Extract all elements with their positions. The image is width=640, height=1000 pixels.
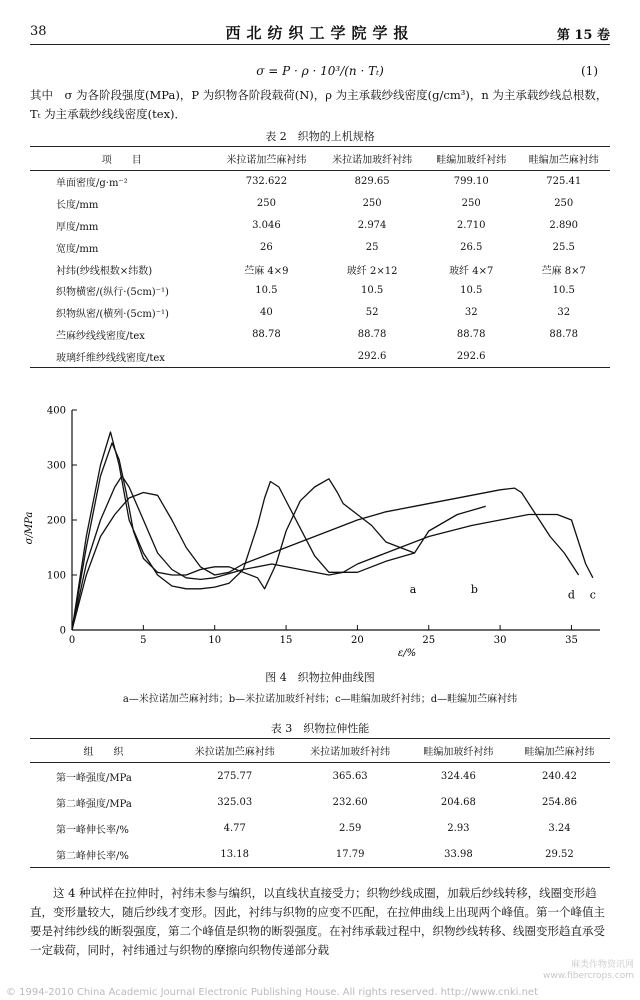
table-cell: 52 — [365, 307, 379, 319]
x-tick-label: 5 — [140, 635, 147, 646]
table-cell: 2.93 — [447, 822, 470, 834]
table-cell: 250 — [461, 198, 481, 210]
equation-number: (1) — [581, 64, 598, 78]
table-cell: 13.18 — [220, 848, 250, 860]
table-cell: 250 — [362, 198, 382, 210]
row-label: 织物纵密/(横列·(5cm)⁻¹) — [56, 309, 169, 321]
table-cell: 26.5 — [460, 241, 483, 253]
table-cell: 250 — [554, 198, 574, 210]
table-cell: 232.60 — [332, 796, 368, 808]
table-cell: 2.890 — [549, 219, 579, 231]
row-label: 长度/mm — [56, 200, 99, 212]
table-cell: 苎麻 8×7 — [541, 265, 586, 277]
table-cell: 88.78 — [549, 328, 579, 340]
table-cell: 254.86 — [541, 796, 577, 808]
x-tick-label: 10 — [208, 635, 222, 646]
chart-ticks — [47, 406, 578, 647]
table-cell: 10.5 — [552, 285, 575, 297]
table-cell: 204.68 — [440, 796, 476, 808]
table-cell: 275.77 — [217, 770, 253, 782]
series-line-c — [72, 476, 593, 630]
table-cell: 40 — [260, 307, 273, 319]
table-cell: 10.5 — [460, 285, 483, 297]
table-row — [30, 789, 610, 815]
chart-series — [72, 432, 596, 630]
table-cell — [517, 345, 610, 367]
table-row — [30, 258, 610, 280]
row-label: 第二峰伸长率/% — [56, 850, 129, 862]
table-row — [30, 841, 610, 868]
table-cell: 325.03 — [217, 796, 253, 808]
volume-label: 第 15 卷 — [556, 28, 610, 43]
body-paragraph: 这 4 种试样在拉伸时，衬纬未参与编织，以直线状直接受力；织物纱线成圈，加载后纱线转移，线圈变形趋直，变形量较大，随后纱线才变形。因此，衬纬与织物的应变不匹配，在拉伸曲线上出现两个峰值。第一个峰值主要是衬纬纱线的断裂强度，第二个峰值是织物的断裂强度。在衬纬承载过程中，织物纱线转移、线圈变形趋直承受一定载荷，同时，衬纬通过与织物的摩擦向织物传递部分载 — [30, 886, 605, 957]
table3-header-3: 畦编加玻纤衬纬 — [423, 747, 494, 758]
table-row — [30, 171, 610, 193]
y-tick-label: 0 — [59, 625, 66, 637]
table-row — [30, 236, 610, 258]
table-cell: 799.10 — [453, 176, 489, 188]
row-label: 织物横密/(纵行·(5cm)⁻¹) — [56, 287, 169, 299]
row-label: 玻璃纤维纱线线密度/tex — [56, 352, 165, 364]
table-cell: 725.41 — [546, 176, 582, 188]
table-cell: 240.42 — [541, 770, 577, 782]
table-cell: 2.710 — [456, 219, 486, 231]
table-cell: 32 — [464, 307, 478, 319]
table3-header-2: 米拉诺加玻纤衬纬 — [310, 747, 391, 758]
table-cell: 88.78 — [252, 328, 281, 340]
formula-note: 其中 σ 为各阶段强度(MPa)，P 为织物各阶段载荷(N)，ρ 为主承载纱线密度(g/cm³)，n 为主承载纱线总根数，Tₜ 为主承载纱线线密度(tex)． — [30, 88, 608, 121]
table-cell: 3.046 — [252, 219, 281, 231]
table-cell: 33.98 — [444, 848, 473, 860]
row-label: 第一峰伸长率/% — [56, 824, 129, 836]
row-label: 第一峰强度/MPa — [56, 772, 132, 784]
table3-caption: 表 3 织物拉伸性能 — [270, 722, 370, 735]
table3-header-0: 组 织 — [83, 747, 124, 758]
curve-label-c: c — [589, 588, 596, 602]
table-row — [30, 763, 610, 790]
chart-axes — [72, 410, 600, 630]
y-tick-label: 400 — [46, 405, 66, 417]
copyright-line: © 1994-2010 China Academic Journal Electronic Publishing House. All rights reserved. http://www.cnki.net — [6, 987, 538, 998]
table-cell: 10.5 — [255, 285, 278, 297]
table-cell: 25 — [365, 241, 379, 253]
table-cell: 玻纤 2×12 — [346, 265, 398, 277]
tensile-curve-chart — [20, 398, 620, 660]
table-cell: 2.59 — [339, 822, 362, 834]
table-cell: 玻纤 4×7 — [449, 265, 494, 277]
row-label: 衬纬(纱线根数×纬数) — [56, 265, 153, 277]
table-cell: 3.24 — [548, 822, 571, 834]
row-label: 第二峰强度/MPa — [56, 798, 132, 810]
series-line-b — [72, 432, 486, 630]
x-axis-label: ε/% — [397, 648, 417, 659]
figure4-caption: 图 4 织物拉伸曲线图 — [265, 671, 375, 684]
x-tick-label: 20 — [351, 635, 364, 646]
table-row — [30, 302, 610, 324]
table2-header-4: 畦编加苎麻衬纬 — [528, 155, 599, 166]
curve-label-a: a — [409, 582, 417, 596]
row-label: 苎麻纱线线密度/tex — [56, 330, 145, 342]
table2-header-1: 米拉诺加苎麻衬纬 — [226, 155, 307, 166]
row-label: 宽度/mm — [56, 243, 99, 255]
table-cell: 2.974 — [357, 219, 387, 231]
y-tick-label: 200 — [46, 515, 66, 527]
table2 — [30, 146, 610, 368]
page-number: 38 — [30, 24, 47, 39]
table-cell: 17.79 — [335, 848, 365, 860]
x-tick-label: 25 — [422, 635, 436, 646]
table-cell: 26 — [260, 241, 273, 253]
table-cell: 88.78 — [456, 328, 486, 340]
x-tick-label: 35 — [565, 635, 578, 646]
table3-header-1: 米拉诺加苎麻衬纬 — [194, 747, 275, 758]
table2-header-3: 畦编加玻纤衬纬 — [436, 155, 507, 166]
table-row — [30, 215, 610, 237]
watermark-line1: 麻类作物资讯网 — [570, 960, 634, 970]
table-cell: 32 — [557, 307, 571, 319]
table-cell: 324.46 — [440, 770, 476, 782]
table-row — [30, 193, 610, 215]
series-line-a — [72, 443, 415, 630]
table-cell: 88.78 — [357, 328, 387, 340]
table-cell: 292.6 — [357, 350, 387, 362]
running-header — [30, 22, 610, 45]
table-cell: 365.63 — [332, 770, 368, 782]
table-row — [30, 280, 610, 302]
table-cell: 25.5 — [552, 241, 575, 253]
table-cell: 250 — [256, 198, 276, 210]
table-cell: 苎麻 4×9 — [244, 265, 289, 277]
table3-header-4: 畦编加苎麻衬纬 — [524, 747, 595, 758]
table3 — [30, 738, 610, 868]
x-tick-label: 15 — [279, 635, 293, 646]
curve-label-b: b — [470, 582, 478, 596]
table2-header-2: 米拉诺加玻纤衬纬 — [332, 155, 413, 166]
row-label: 厚度/mm — [56, 221, 99, 233]
x-tick-label: 0 — [68, 635, 76, 646]
row-label: 单面密度/g·m⁻² — [56, 178, 128, 190]
table-cell — [214, 345, 320, 367]
figure4-legend: a—米拉诺加苎麻衬纬；b—米拉诺加玻纤衬纬；c—畦编加玻纤衬纬；d—畦编加苎麻衬纬 — [122, 694, 518, 705]
journal-title: 西北纺织工学院学报 — [225, 24, 415, 42]
table2-header-0: 项 目 — [101, 155, 142, 166]
y-tick-label: 100 — [46, 570, 66, 582]
table-row — [30, 815, 610, 841]
y-axis-label: σ/MPa — [24, 511, 35, 545]
watermark-line2: www.fibercrops.com — [543, 971, 634, 981]
site-watermark — [543, 960, 634, 982]
formula: σ = P · ρ · 10³/(n · Tₜ) — [256, 64, 384, 78]
table-cell: 29.52 — [545, 848, 574, 860]
table-cell: 10.5 — [360, 285, 384, 297]
x-tick-label: 30 — [493, 635, 507, 646]
curve-label-d: d — [567, 588, 575, 602]
table-cell: 732.622 — [245, 176, 288, 188]
table2-caption: 表 2 织物的上机规格 — [265, 130, 375, 143]
y-tick-label: 300 — [46, 460, 66, 472]
table-cell: 292.6 — [456, 350, 486, 362]
table-cell: 4.77 — [223, 822, 246, 834]
table-cell: 829.65 — [354, 176, 390, 188]
table-row — [30, 345, 610, 367]
table-row — [30, 324, 610, 346]
